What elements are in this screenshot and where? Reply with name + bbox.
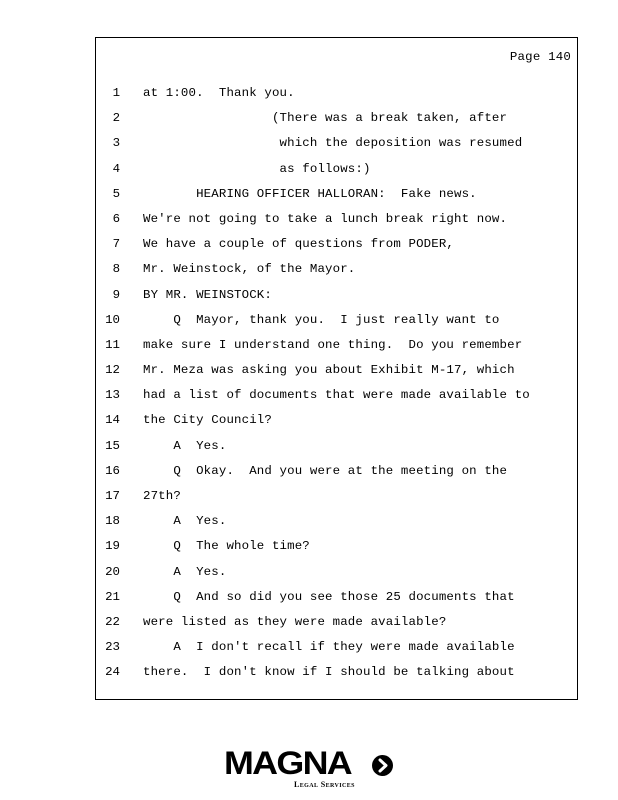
line-text: were listed as they were made available? <box>143 614 447 629</box>
transcript-line <box>96 509 577 534</box>
transcript-line <box>96 182 577 207</box>
line-text: We're not going to take a lunch break right now. <box>143 211 508 226</box>
line-number: 13 <box>105 388 120 403</box>
line-number: 3 <box>112 136 120 151</box>
transcript-line <box>96 106 577 131</box>
line-text: (There was a break taken, after <box>143 111 508 126</box>
line-text: Mr. Meza was asking you about Exhibit M-17, which <box>143 363 515 378</box>
transcript-line <box>96 408 577 433</box>
line-number: 16 <box>105 463 120 478</box>
transcript-line <box>96 157 577 182</box>
transcript-line <box>96 358 577 383</box>
line-text: Mr. Weinstock, of the Mayor. <box>143 262 356 277</box>
line-number: 12 <box>105 363 120 378</box>
logo-wordmark: MAGNA <box>224 745 351 781</box>
line-number: 14 <box>105 413 120 428</box>
line-number: 11 <box>105 337 120 352</box>
transcript-line <box>96 534 577 559</box>
line-text: had a list of documents that were made available to <box>143 388 530 403</box>
transcript-lines <box>96 81 577 686</box>
line-number: 10 <box>105 312 120 327</box>
line-number: 18 <box>105 514 120 529</box>
transcript-line <box>96 560 577 585</box>
magna-logo <box>224 746 399 794</box>
line-number: 1 <box>112 86 120 100</box>
line-text: the City Council? <box>143 413 272 428</box>
transcript-line <box>96 232 577 257</box>
line-text: Q Mayor, thank you. I just really want to <box>143 312 500 327</box>
logo-subtitle: Legal Services <box>294 780 355 789</box>
line-text: We have a couple of questions from PODER, <box>143 237 455 252</box>
transcript-line <box>96 585 577 610</box>
line-number: 7 <box>112 237 120 252</box>
line-number: 24 <box>105 665 120 680</box>
line-text: A Yes. <box>143 438 227 453</box>
page-number: Page 140 <box>509 50 571 64</box>
transcript-line <box>96 610 577 635</box>
line-text: A I don't recall if they were made available <box>143 640 515 655</box>
transcript-line <box>96 81 577 106</box>
line-number: 19 <box>105 539 120 554</box>
line-number: 8 <box>112 262 120 277</box>
line-text: Q The whole time? <box>143 539 310 554</box>
transcript-line <box>96 660 577 685</box>
line-text: Q Okay. And you were at the meeting on the <box>143 463 508 478</box>
line-number: 4 <box>112 161 120 176</box>
line-number: 21 <box>105 589 120 604</box>
transcript-line <box>96 308 577 333</box>
transcript-line <box>96 459 577 484</box>
transcript-line <box>96 383 577 408</box>
transcript-page <box>95 37 578 700</box>
line-text: at 1:00. Thank you. <box>143 86 295 100</box>
line-text: A Yes. <box>143 514 227 529</box>
line-number: 2 <box>112 111 120 126</box>
line-number: 6 <box>112 211 120 226</box>
transcript-line <box>96 635 577 660</box>
transcript-line <box>96 257 577 282</box>
line-text: 27th? <box>143 489 181 503</box>
transcript-line <box>96 434 577 459</box>
line-text: make sure I understand one thing. Do you remember <box>143 337 523 352</box>
line-text: there. I don't know if I should be talking about <box>143 665 515 680</box>
line-text: which the deposition was resumed <box>143 136 523 151</box>
line-number: 15 <box>105 438 120 453</box>
transcript-line <box>96 283 577 308</box>
line-number: 5 <box>112 186 120 201</box>
line-text: HEARING OFFICER HALLORAN: Fake news. <box>143 186 477 201</box>
transcript-line <box>96 131 577 156</box>
line-text: BY MR. WEINSTOCK: <box>143 287 272 302</box>
line-number: 23 <box>105 640 120 655</box>
line-text: as follows:) <box>143 161 371 176</box>
transcript-line <box>96 207 577 232</box>
line-number: 9 <box>112 287 120 302</box>
line-text: A Yes. <box>143 564 227 579</box>
line-text: Q And so did you see those 25 documents that <box>143 589 515 604</box>
line-number: 22 <box>105 614 120 629</box>
line-number: 20 <box>105 564 120 579</box>
line-number: 17 <box>105 489 120 503</box>
chevron-right-circle-icon <box>372 755 393 776</box>
transcript-line <box>96 333 577 358</box>
transcript-line <box>96 484 577 509</box>
